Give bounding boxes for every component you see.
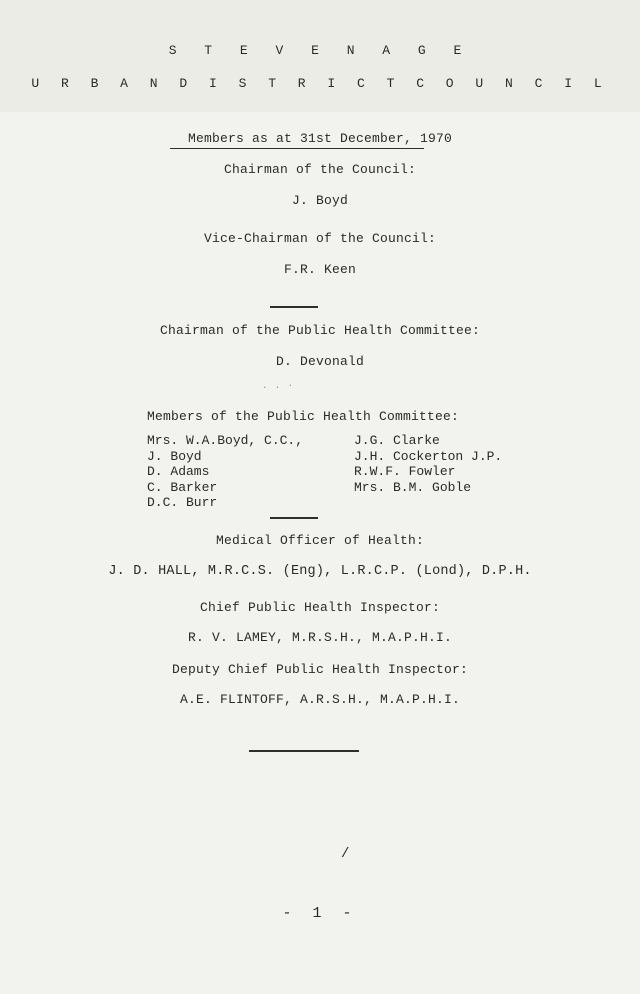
vice-chairman-name: F.R. Keen [283,262,356,277]
committee-right-column [354,433,502,495]
committee-member: Mrs. B.M. Goble [354,479,472,495]
members-heading-underline [170,148,424,149]
deputy-inspector-name: A.E. FLINTOFF, A.R.S.H., M.A.P.H.I. [179,692,461,707]
committee-member: D. Adams [147,464,210,479]
ink-speck: . . · [262,381,295,391]
chief-inspector-name: R. V. LAMEY, M.R.S.H., M.A.P.H.I. [187,630,453,645]
committee-member: Mrs. W.A.Boyd, C.C., [147,433,304,448]
committee-member: J. Boyd [147,448,202,464]
health-chairman-name: D. Devonald [275,354,364,369]
divider-2 [270,517,318,519]
vice-chairman-title: Vice-Chairman of the Council: [203,231,437,246]
council-heading: U R B A N D I S T R I C T C O U N C I L [31,76,609,91]
members-heading: Members as at 31st December, 1970 [187,131,453,146]
committee-member: J.G. Clarke [354,433,440,448]
chief-inspector-title: Chief Public Health Inspector: [199,600,441,615]
deputy-inspector-title: Deputy Chief Public Health Inspector: [171,662,469,677]
chairman-title: Chairman of the Council: [223,162,417,177]
chairman-name: J. Boyd [291,193,348,208]
committee-title: Members of the Public Health Committee: [147,409,460,424]
committee-member: J.H. Cockerton J.P. [354,448,503,464]
health-chairman-title: Chairman of the Public Health Committee: [159,323,481,338]
committee-member: D.C. Burr [147,495,218,510]
divider-1 [270,306,318,308]
committee-member: R.W.F. Fowler [354,464,456,479]
town-heading: S T E V E N A G E [168,43,472,58]
medical-officer-name: J. D. HALL, M.R.C.S. (Eng), L.R.C.P. (Lond), D.P.H. [108,564,532,579]
slash-mark: / [341,846,350,862]
page-number: - 1 - [282,905,358,922]
committee-member: C. Barker [147,479,218,495]
medical-officer-title: Medical Officer of Health: [215,533,425,548]
divider-3 [249,750,359,752]
committee-left-column [147,433,303,511]
